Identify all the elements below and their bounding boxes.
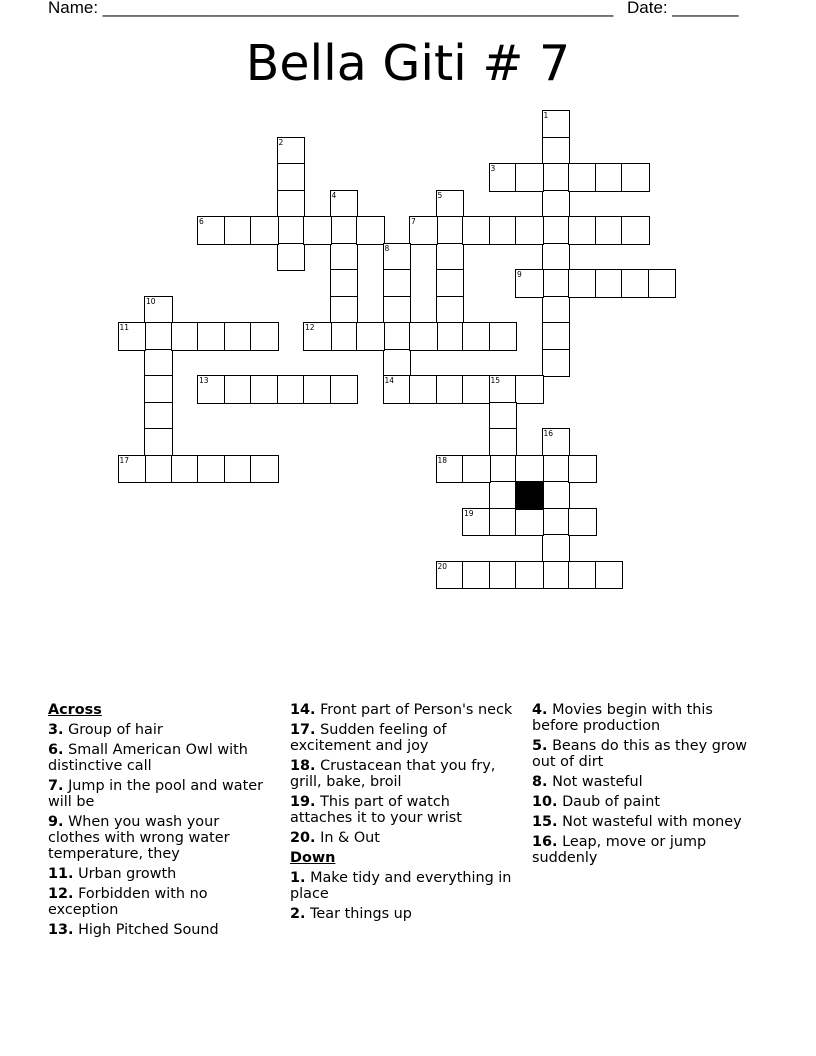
grid-cell[interactable] (436, 243, 465, 272)
cell-number: 11 (119, 323, 130, 332)
grid-cell[interactable] (383, 322, 412, 351)
grid-cell[interactable] (436, 190, 465, 219)
grid-cell[interactable] (515, 455, 544, 484)
grid-cell[interactable] (568, 455, 597, 484)
clue-number: 11. (48, 866, 74, 882)
clue-across-11 (48, 866, 274, 882)
clue-across-20 (290, 830, 516, 846)
grid-cell[interactable] (542, 534, 571, 563)
grid-cell[interactable] (303, 375, 332, 404)
grid-cell[interactable] (330, 243, 359, 272)
grid-cell[interactable] (568, 508, 597, 537)
clue-down-1 (290, 870, 516, 902)
grid-cell[interactable] (197, 322, 226, 351)
grid-cell[interactable] (383, 349, 412, 378)
grid-cell[interactable] (144, 296, 173, 325)
clue-down-10 (532, 794, 758, 810)
cell-number: 20 (437, 561, 448, 571)
clue-number: 16. (532, 834, 558, 850)
clue-text: Sudden feeling of excitement and joy (290, 722, 447, 754)
grid-cell[interactable] (542, 163, 571, 192)
grid-cell[interactable] (489, 322, 518, 351)
grid-cell[interactable] (462, 322, 491, 351)
puzzle-title: Bella Giti # 7 (245, 35, 571, 92)
clue-across-12 (48, 886, 274, 918)
grid-cell[interactable] (595, 216, 624, 245)
cell-number: 10 (146, 296, 156, 306)
grid-cell[interactable] (542, 216, 571, 245)
clue-text: This part of watch attaches it to your wrist (290, 794, 462, 826)
clue-across-14 (290, 702, 516, 718)
clue-column-2 (290, 702, 516, 926)
clue-text: Forbidden with no exception (48, 886, 208, 918)
cell-number: 17 (119, 455, 130, 465)
clue-column-3 (532, 702, 758, 870)
clue-across-19 (290, 794, 516, 826)
grid-cell[interactable] (330, 216, 359, 245)
cell-number: 7 (411, 217, 416, 226)
grid-cell[interactable] (542, 110, 571, 139)
grid-cell[interactable] (462, 455, 491, 484)
grid-cell[interactable] (144, 349, 173, 378)
cell-number: 19 (464, 508, 474, 518)
grid-cell[interactable] (489, 163, 518, 192)
grid-cell[interactable] (542, 269, 571, 298)
grid-cell[interactable] (356, 216, 385, 245)
grid-cell[interactable] (330, 296, 359, 325)
grid-cell[interactable] (171, 322, 200, 351)
clue-across-18 (290, 758, 516, 790)
grid-cell[interactable] (144, 322, 173, 351)
grid-cell[interactable] (436, 322, 465, 351)
cell-number: 14 (384, 376, 395, 385)
grid-cell[interactable] (542, 349, 571, 378)
cell-number: 5 (437, 190, 443, 200)
clue-text: Front part of Person's neck (320, 702, 513, 718)
grid-cell[interactable] (383, 296, 412, 325)
clue-number: 13. (48, 922, 74, 938)
grid-cell[interactable] (118, 322, 147, 351)
grid-cell[interactable] (568, 561, 597, 590)
clue-number: 1. (290, 870, 306, 886)
clue-number: 2. (290, 906, 306, 922)
clue-number: 14. (290, 702, 316, 718)
grid-cell[interactable] (277, 375, 306, 404)
grid-cell[interactable] (489, 428, 518, 457)
grid-cell[interactable] (515, 508, 544, 537)
grid-cell[interactable] (595, 163, 624, 192)
grid-cell[interactable] (197, 375, 226, 404)
grid-cell[interactable] (462, 508, 491, 537)
name-field[interactable]: Name: ______________________________________________________ (48, 0, 614, 17)
grid-cell[interactable] (621, 163, 650, 192)
clue-text: Leap, move or jump suddenly (532, 834, 707, 866)
grid-cell[interactable] (277, 190, 306, 219)
grid-cell[interactable] (462, 561, 491, 590)
clue-across-6 (48, 742, 274, 774)
grid-cell[interactable] (542, 455, 571, 484)
grid-cell[interactable] (250, 375, 279, 404)
grid-cell[interactable] (489, 455, 518, 484)
grid-cell[interactable] (224, 322, 253, 351)
clue-down-2 (290, 906, 516, 922)
grid-cell[interactable] (409, 216, 438, 245)
grid-cell[interactable] (515, 561, 544, 590)
clue-number: 12. (48, 886, 74, 902)
cell-number: 2 (278, 137, 284, 147)
clue-number: 15. (532, 814, 558, 830)
grid-cell[interactable] (542, 561, 571, 590)
clue-across-17 (290, 722, 516, 754)
clue-text: Not wasteful (552, 774, 643, 790)
grid-cell[interactable] (542, 322, 571, 351)
grid-cell[interactable] (330, 375, 359, 404)
grid-cell[interactable] (197, 216, 226, 245)
grid-cell[interactable] (621, 216, 650, 245)
cell-number: 15 (490, 376, 501, 385)
grid-cell[interactable] (330, 269, 359, 298)
across-heading: Across (48, 702, 102, 718)
grid-cell[interactable] (224, 216, 253, 245)
cell-number: 12 (305, 323, 315, 332)
grid-cell[interactable] (542, 508, 571, 537)
grid-cell[interactable] (277, 137, 306, 166)
grid-cell[interactable] (542, 190, 571, 219)
grid-cell[interactable] (144, 375, 173, 404)
grid-cell[interactable] (330, 190, 359, 219)
clue-number: 18. (290, 758, 316, 774)
grid-cell[interactable] (436, 216, 465, 245)
clue-text: Beans do this as they grow out of dirt (532, 738, 748, 770)
clue-text: High Pitched Sound (78, 922, 219, 938)
cell-number: 1 (543, 111, 549, 120)
cell-number: 13 (199, 376, 209, 385)
clue-text: Movies begin with this before production (532, 702, 713, 734)
clue-text: In & Out (320, 830, 380, 846)
clue-text: Make tidy and everything in place (290, 870, 512, 902)
grid-cell[interactable] (542, 243, 571, 272)
clue-number: 4. (532, 702, 548, 718)
clue-number: 6. (48, 742, 64, 758)
grid-cell[interactable] (144, 402, 173, 431)
grid-cell[interactable] (515, 216, 544, 245)
grid-cell[interactable] (330, 322, 359, 351)
grid-cell[interactable] (462, 375, 491, 404)
clue-column-1 (48, 702, 274, 942)
cell-number: 6 (199, 217, 204, 226)
grid-cell[interactable] (515, 163, 544, 192)
grid-cell[interactable] (356, 322, 385, 351)
clue-text: Daub of paint (562, 794, 660, 810)
grid-cell[interactable] (383, 375, 412, 404)
grid-cell[interactable] (595, 269, 624, 298)
down-heading: Down (290, 850, 336, 866)
clue-down-8 (532, 774, 758, 790)
grid-cell[interactable] (250, 455, 279, 484)
grid-cell[interactable] (409, 375, 438, 404)
grid-cell[interactable] (277, 163, 306, 192)
grid-cell[interactable] (568, 216, 597, 245)
clue-across-13 (48, 922, 274, 938)
clue-down-15 (532, 814, 758, 830)
clue-text: Not wasteful with money (562, 814, 742, 830)
grid-cell[interactable] (542, 428, 571, 457)
clue-text: Group of hair (68, 722, 163, 738)
clue-across-3 (48, 722, 274, 738)
clue-number: 7. (48, 778, 64, 794)
clue-across-7 (48, 778, 274, 810)
grid-cell[interactable] (515, 269, 544, 298)
clue-number: 17. (290, 722, 316, 738)
grid-cell[interactable] (542, 296, 571, 325)
grid-cell[interactable] (489, 216, 518, 245)
clue-text: Urban growth (78, 866, 177, 882)
clue-number: 10. (532, 794, 558, 810)
grid-cell[interactable] (303, 322, 332, 351)
grid-cell[interactable] (250, 322, 279, 351)
clue-number: 8. (532, 774, 548, 790)
grid-cell[interactable] (462, 216, 491, 245)
cell-number: 4 (331, 190, 337, 200)
grid-cell[interactable] (489, 481, 518, 510)
grid-cell[interactable] (515, 375, 544, 404)
grid-cell[interactable] (436, 561, 465, 590)
grid-cell[interactable] (171, 455, 200, 484)
date-field[interactable]: Date: _______ (627, 0, 739, 17)
grid-cell[interactable] (277, 216, 306, 245)
grid-cell[interactable] (436, 269, 465, 298)
grid-cell[interactable] (383, 269, 412, 298)
clue-down-16 (532, 834, 758, 866)
grid-cell[interactable] (224, 455, 253, 484)
grid-cell[interactable] (436, 375, 465, 404)
grid-cell[interactable] (568, 269, 597, 298)
grid-cell[interactable] (250, 216, 279, 245)
grid-cell[interactable] (489, 375, 518, 404)
clue-number: 3. (48, 722, 64, 738)
grid-cell[interactable] (436, 296, 465, 325)
cell-number: 3 (490, 164, 496, 173)
clue-number: 9. (48, 814, 64, 830)
clue-number: 20. (290, 830, 316, 846)
grid-cell[interactable] (489, 561, 518, 590)
grid-cell[interactable] (542, 481, 571, 510)
grid-cell[interactable] (144, 428, 173, 457)
clue-text: Small American Owl with distinctive call (48, 742, 248, 774)
clue-down-4 (532, 702, 758, 734)
clue-text: Tear things up (310, 906, 412, 922)
grid-cell[interactable] (224, 375, 253, 404)
cell-number: 8 (384, 243, 390, 253)
cell-number: 9 (517, 270, 522, 279)
grid-cell[interactable] (144, 455, 173, 484)
grid-cell[interactable] (595, 561, 624, 590)
clue-text: Crustacean that you fry, grill, bake, broil (290, 758, 496, 790)
grid-cell[interactable] (489, 508, 518, 537)
blocked-cell (515, 481, 544, 510)
grid-cell[interactable] (409, 322, 438, 351)
grid-cell[interactable] (303, 216, 332, 245)
grid-cell[interactable] (197, 455, 226, 484)
clue-number: 5. (532, 738, 548, 754)
grid-cell[interactable] (383, 243, 412, 272)
grid-cell[interactable] (568, 163, 597, 192)
grid-cell[interactable] (277, 243, 306, 272)
grid-cell[interactable] (621, 269, 650, 298)
clue-text: When you wash your clothes with wrong water temperature, they (48, 814, 230, 862)
cell-number: 18 (437, 455, 448, 465)
grid-cell[interactable] (542, 137, 571, 166)
clue-across-9 (48, 814, 274, 862)
clue-text: Jump in the pool and water will be (48, 778, 264, 810)
clue-down-5 (532, 738, 758, 770)
grid-cell[interactable] (436, 455, 465, 484)
grid-cell[interactable] (648, 269, 677, 298)
grid-cell[interactable] (118, 455, 147, 484)
grid-cell[interactable] (489, 402, 518, 431)
clue-number: 19. (290, 794, 316, 810)
cell-number: 16 (543, 429, 554, 438)
